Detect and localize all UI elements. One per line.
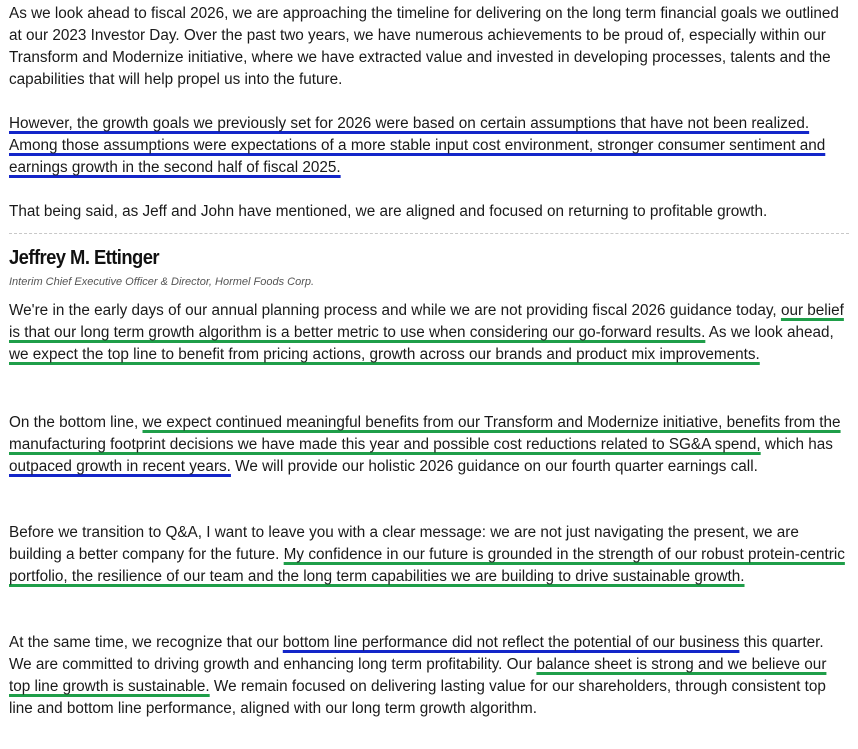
text-segment: As we look ahead, bbox=[705, 324, 834, 341]
highlight-bottom-line-performance: bottom line performance did not reflect the potential of our business bbox=[282, 634, 740, 651]
paragraph-planning-process bbox=[9, 300, 849, 366]
highlight-growth-algorithm: our belief is that our long term growth algorithm is a better metric to use when considering our go-forward results. bbox=[9, 302, 844, 341]
highlight-confidence-future: My confidence in our future is grounded in the strength of our robust protein-centric portfolio, the resilience of our team and the long term capabilities we are building to drive sustainable growth. bbox=[9, 546, 845, 585]
paragraph-fiscal-2026-outlook: As we look ahead to fiscal 2026, we are approaching the timeline for delivering on the long term financial goals we outlined at our 2023 Investor Day. Over the past two years, we have numerous achievements to be proud of, especially within our Transform and Modernize initiative, where we have extracted value and invested in developing processes, talents and the capabilities that will help propel us into the future. bbox=[9, 5, 839, 88]
paragraph-aligned-focus: That being said, as Jeff and John have mentioned, we are aligned and focused on returning to profitable growth. bbox=[9, 203, 768, 220]
speaker-divider bbox=[9, 233, 849, 234]
speaker-name: Jeffrey M. Ettinger bbox=[9, 247, 160, 269]
paragraph-bottom-line bbox=[9, 412, 849, 478]
text-segment: On the bottom line, bbox=[9, 414, 143, 431]
text-segment: which has bbox=[760, 436, 833, 453]
highlight-top-line-benefit: we expect the top line to benefit from pricing actions, growth across our brands and product mix improvements. bbox=[9, 346, 760, 363]
text-segment: Before we transition to Q&A, I want to leave you with a clear message: we are not just navigating the present, we are building a better company for the future. bbox=[9, 524, 799, 563]
highlight-growth-assumptions: However, the growth goals we previously set for 2026 were based on certain assumptions that have not been realized. Among those assumptions were expectations of a more stable input cost environment, stronger consumer sentiment and earnings growth in the second half of fiscal 2025. bbox=[9, 115, 826, 176]
paragraph-growth-goals bbox=[9, 113, 849, 179]
speaker-title: Interim Chief Executive Officer & Director, Hormel Foods Corp. bbox=[9, 276, 315, 288]
paragraph-bottom-line-performance bbox=[9, 632, 849, 720]
paragraph-clear-message bbox=[9, 522, 849, 588]
text-segment: We remain focused on delivering lasting value for our shareholders, through consistent top line and bottom line performance, aligned with our long term growth algorithm. bbox=[9, 678, 826, 717]
highlight-outpaced-growth: outpaced growth in recent years. bbox=[9, 458, 231, 475]
text-segment: We will provide our holistic 2026 guidance on our fourth quarter earnings call. bbox=[230, 458, 758, 475]
highlight-transform-benefits: we expect continued meaningful benefits from our Transform and Modernize initiative, benefits from the manufacturing footprint decisions we have made this year and possible cost reductions related to SG&A spend, bbox=[9, 414, 841, 453]
highlight-balance-sheet: balance sheet is strong and we believe our top line growth is sustainable. bbox=[9, 656, 827, 695]
text-segment: this quarter. We are committed to driving growth and enhancing long term profitability. Our bbox=[9, 634, 824, 673]
text-segment: We're in the early days of our annual planning process and while we are not providing fiscal 2026 guidance today, bbox=[9, 302, 781, 319]
text-segment: At the same time, we recognize that our bbox=[9, 634, 283, 651]
